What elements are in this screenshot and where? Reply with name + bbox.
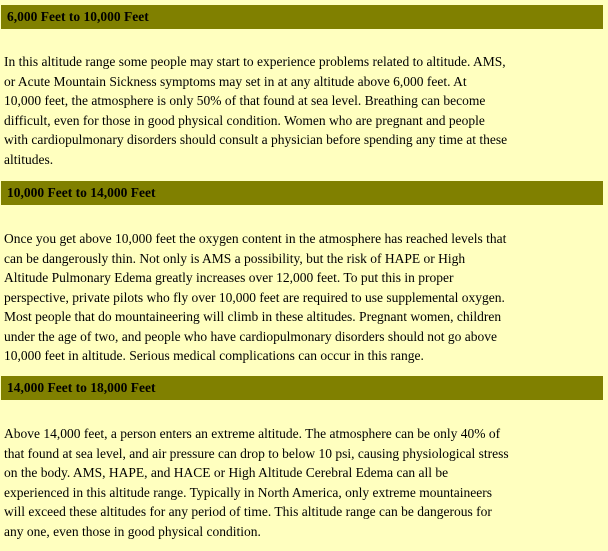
body-line: 10,000 feet, the atmosphere is only 50% of that found at sea level. Breathing can become <box>4 93 486 108</box>
section-heading-10000-14000: 10,000 Feet to 14,000 Feet <box>1 181 603 205</box>
body-line: altitudes. <box>4 151 54 167</box>
body-line: perspective, private pilots who fly over 10,000 feet are required to use supplemental oxygen. <box>4 289 505 305</box>
body-line: experienced in this altitude range. Typically in North America, only extreme mountaineers <box>4 484 493 500</box>
body-line: with cardiopulmonary disorders should consult a physician before spending any time at these <box>4 132 508 147</box>
body-line: difficult, even for those in good physical condition. Women who are pregnant and people <box>4 112 485 128</box>
body-line: on the body. AMS, HAPE, and HACE or High Altitude Cerebral Edema can all be <box>4 465 449 480</box>
body-line: any one, even those in good physical condition. <box>4 523 261 539</box>
body-line: can be dangerously thin. Not only is AMS a possibility, but the risk of HAPE or High <box>4 250 466 266</box>
body-line: In this altitude range some people may start to experience problems related to altitude. AMS, <box>4 54 506 69</box>
section-heading-14000-18000: 14,000 Feet to 18,000 Feet <box>1 376 603 400</box>
body-line: 10,000 feet in altitude. Serious medical complications can occur in this range. <box>4 348 424 363</box>
body-line: will exceed these altitudes for any period of time. This altitude range can be dangerous for <box>4 504 492 519</box>
body-line: Above 14,000 feet, a person enters an extreme altitude. The atmosphere can be only 40% of <box>4 426 501 441</box>
section-body-10000-14000 <box>4 229 602 366</box>
body-line: that found at sea level, and air pressure can drop to below 10 psi, causing physiological stress <box>4 445 509 461</box>
section-body-14000-18000 <box>4 424 602 541</box>
body-line: or Acute Mountain Sickness symptoms may set in at any altitude above 6,000 feet. At <box>4 73 467 89</box>
section-heading-6000-10000: 6,000 Feet to 10,000 Feet <box>1 5 603 29</box>
body-line: Altitude Pulmonary Edema greatly increases over 12,000 feet. To put this in proper <box>4 270 454 285</box>
body-line: under the age of two, and people who have cardiopulmonary disorders should not go above <box>4 328 497 344</box>
body-line: Most people that do mountaineering will climb in these altitudes. Pregnant women, children <box>4 309 502 324</box>
body-line: Once you get above 10,000 feet the oxygen content in the atmosphere has reached levels that <box>4 231 507 246</box>
section-body-6000-10000 <box>4 52 602 169</box>
